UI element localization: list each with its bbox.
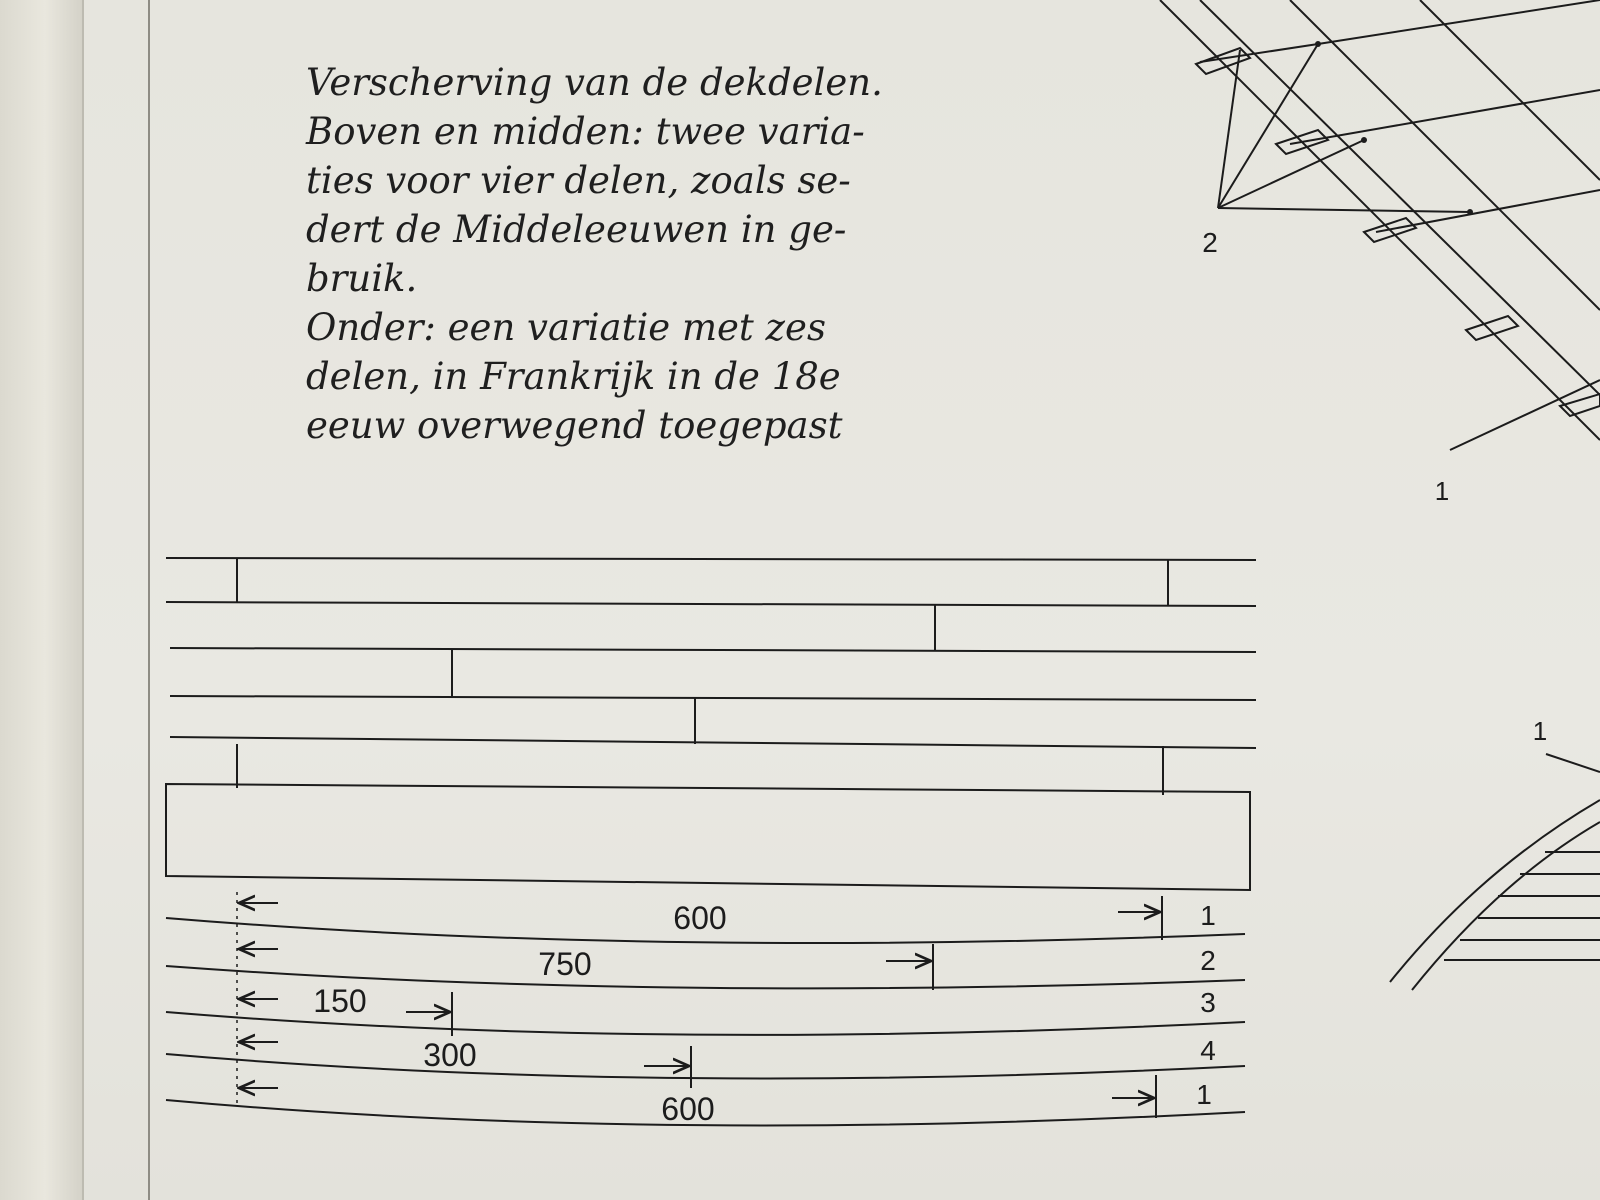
iso-line [1420,0,1600,180]
callout-label: 1 [1532,716,1548,746]
caption-line: delen, in Frankrijk in de 18e [306,355,841,398]
iso-line [1318,0,1600,44]
caption-line: Boven en midden: twee varia- [306,110,865,153]
leader-line [1450,380,1600,450]
hull-curve [1412,822,1600,990]
plank-number: 3 [1200,987,1216,1018]
plank-number: 1 [1196,1079,1212,1110]
plank-number: 4 [1200,1035,1216,1066]
leader-dot [1361,137,1367,143]
leader-line [1218,208,1470,212]
leader-dot [1467,209,1473,215]
plank-number: 2 [1200,945,1216,976]
caption-line: Verscherving van de dekdelen. [306,61,883,104]
curved-plank-seam [166,1054,1245,1079]
callout-label: 1 [1434,476,1450,506]
iso-step [1466,316,1518,340]
leader-line [1218,50,1240,208]
iso-line [1200,0,1600,395]
plank-number: 1 [1200,900,1216,931]
plank-seam [170,648,1256,652]
dimension-label: 150 [313,983,367,1019]
caption-line: Onder: een variatie met zes [306,306,826,349]
leader-line [1218,44,1318,208]
iso-line [1290,0,1600,310]
leader-line [1546,754,1600,772]
plank-seam [166,558,1256,560]
iso-step [1560,394,1600,416]
plank-seam [166,602,1256,606]
leader-dot [1315,41,1321,47]
dimension-label: 300 [423,1037,477,1073]
dimension-label: 750 [538,946,592,982]
caption-line: bruik. [306,257,418,300]
caption-line: dert de Middeleeuwen in ge- [306,208,847,251]
iso-line [1290,90,1600,144]
dimension-label: 600 [661,1091,715,1127]
plank-seam [170,737,1256,748]
hull-curve [1390,800,1600,982]
plank-seam [170,696,1256,700]
callout-label: 2 [1202,227,1218,258]
dimension-label: 600 [673,900,727,936]
caption-line: eeuw overwegend toegepast [306,404,843,447]
wide-plank [166,784,1250,890]
caption-line: ties voor vier delen, zoals se- [306,159,851,202]
